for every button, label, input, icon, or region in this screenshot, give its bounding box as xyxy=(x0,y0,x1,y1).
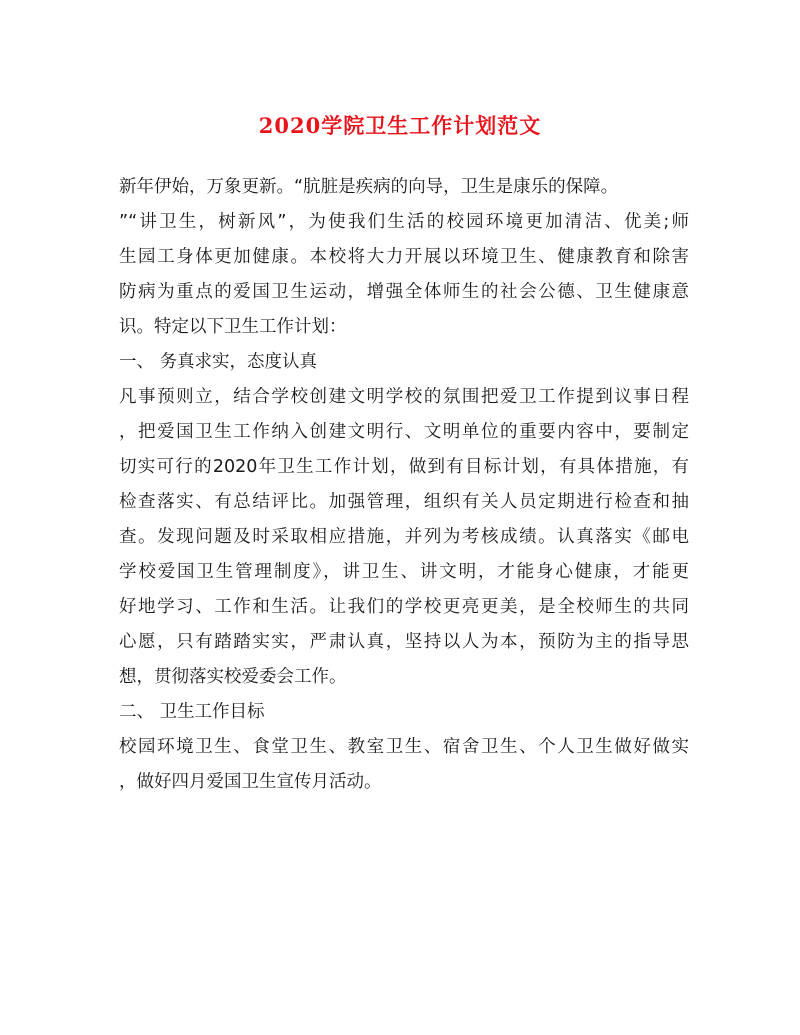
body-line: 校园环境卫生、食堂卫生、教室卫生、宿舍卫生、个人卫生做好做实 xyxy=(119,737,689,757)
body-line: 检查落实、有总结评比。加强管理，组织有关人员定期进行检查和抽 xyxy=(119,492,689,512)
body-line: ，做好四月爱国卫生宣传月活动。 xyxy=(119,772,382,792)
body-line: 一、 务真求实，态度认真 xyxy=(119,352,318,372)
body-line: 心愿，只有踏踏实实，严肃认真，坚持以人为本，预防为主的指导思 xyxy=(119,632,689,652)
body-line: 想，贯彻落实校爱委会工作。 xyxy=(119,667,347,687)
body-line: 查。发现问题及时采取相应措施，并列为考核成绩。认真落实《邮电 xyxy=(119,527,689,547)
body-line: 识。特定以下卫生工作计划： xyxy=(119,317,347,337)
body-line: 新年伊始，万象更新。“肮脏是疾病的向导，卫生是康乐的保障。 xyxy=(119,177,619,197)
body-line: 凡事预则立，结合学校创建文明学校的氛围把爱卫工作提到议事日程 xyxy=(119,387,689,407)
body-line: 切实可行的2020年卫生工作计划，做到有目标计划，有具体措施，有 xyxy=(119,457,689,477)
document-body xyxy=(119,170,689,800)
body-line: ，把爱国卫生工作纳入创建文明行、文明单位的重要内容中，要制定 xyxy=(119,422,689,442)
body-line: 二、 卫生工作目标 xyxy=(119,702,265,722)
body-line: 防病为重点的爱国卫生运动，增强全体师生的社会公德、卫生健康意 xyxy=(119,282,689,302)
body-line: 好地学习、工作和生活。让我们的学校更亮更美，是全校师生的共同 xyxy=(119,597,689,617)
body-line: ”“讲卫生，树新风”，为使我们生活的校园环境更加清洁、优美;师 xyxy=(119,212,689,232)
body-line: 生园工身体更加健康。本校将大力开展以环境卫生、健康教育和除害 xyxy=(119,247,689,267)
body-line: 学校爱国卫生管理制度》，讲卫生、讲文明，才能身心健康，才能更 xyxy=(119,562,689,582)
document-title: 2020学院卫生工作计划范文 xyxy=(258,113,542,138)
